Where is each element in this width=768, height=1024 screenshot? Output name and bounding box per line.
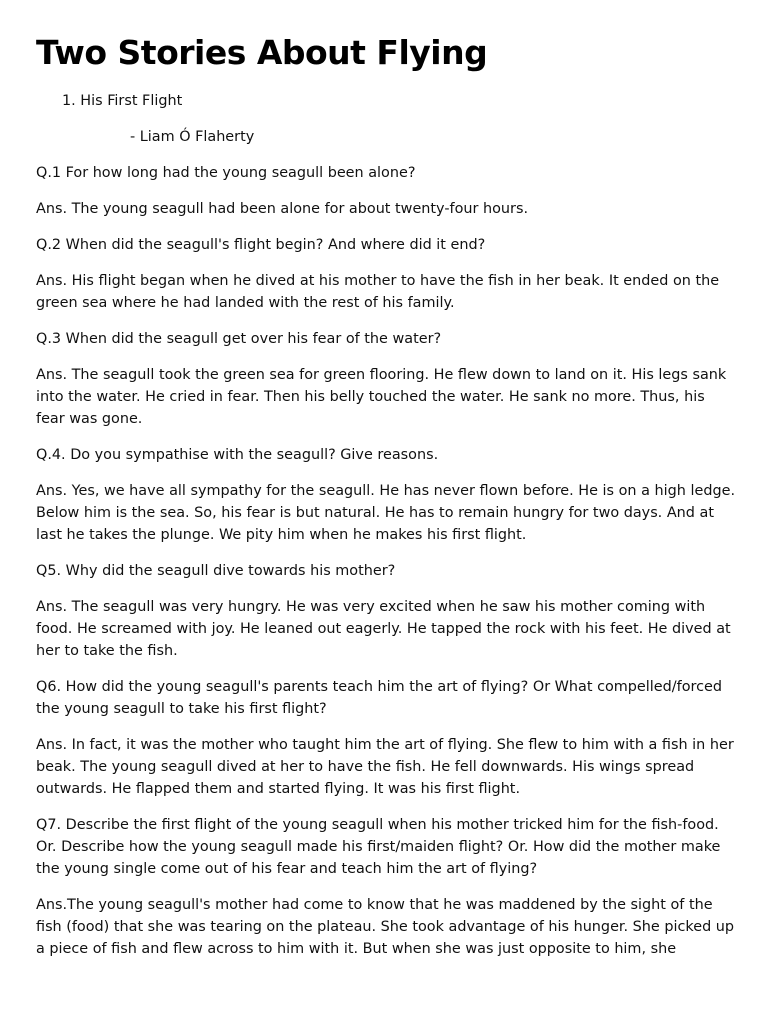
question-6: Q6. How did the young seagull's parents teach him the art of flying? Or What compelled/forced the young seagull to take his first flight? <box>36 679 722 717</box>
answer-7: Ans.The young seagull's mother had come to know that he was maddened by the sight of the fish (food) that she was tearing on the plateau. She took advantage of his hunger. She picked up a piece of fish and flew across to him with it. But when she was just opposite to him, she <box>36 897 735 957</box>
document-title: Two Stories About Flying <box>36 33 488 72</box>
question-3: Q.3 When did the seagull get over his fear of the water? <box>36 331 442 347</box>
answer-5: Ans. The seagull was very hungry. He was very excited when he saw his mother coming with food. He screamed with joy. He leaned out eagerly. He tapped the rock with his feet. He dived at her to take the fish. <box>36 599 731 659</box>
question-4: Q.4. Do you sympathise with the seagull? Give reasons. <box>36 447 439 463</box>
answer-3: Ans. The seagull took the green sea for green flooring. He flew down to land on it. His legs sank into the water. He cried in fear. Then his belly touched the water. He sank no more. Thus, his fear was gone. <box>36 367 727 427</box>
answer-6: Ans. In fact, it was the mother who taught him the art of flying. She flew to him with a fish in her beak. The young seagull dived at her to have the fish. He fell downwards. His wings spread outwards. He flapped them and started flying. It was his first flight. <box>36 737 734 797</box>
section-heading: 1. His First Flight <box>62 93 183 109</box>
answer-4: Ans. Yes, we have all sympathy for the seagull. He has never flown before. He is on a high ledge. Below him is the sea. So, his fear is but natural. He has to remain hungry for two days. And at last he takes the plunge. We pity him when he makes his first flight. <box>36 483 736 543</box>
question-1: Q.1 For how long had the young seagull been alone? <box>36 165 416 181</box>
answer-1: Ans. The young seagull had been alone for about twenty-four hours. <box>36 201 529 217</box>
author-line: - Liam Ó Flaherty <box>130 129 255 145</box>
document-body <box>36 30 736 974</box>
question-2: Q.2 When did the seagull's flight begin? And where did it end? <box>36 237 486 253</box>
question-5: Q5. Why did the seagull dive towards his mother? <box>36 563 396 579</box>
question-7: Q7. Describe the first flight of the young seagull when his mother tricked him for the fish-food. Or. Describe how the young seagull made his first/maiden flight? Or. How did the mother make the young single come out of his fear and teach him the art of flying? <box>36 817 721 877</box>
answer-2: Ans. His flight began when he dived at his mother to have the fish in her beak. It ended on the green sea where he had landed with the rest of his family. <box>36 273 720 311</box>
